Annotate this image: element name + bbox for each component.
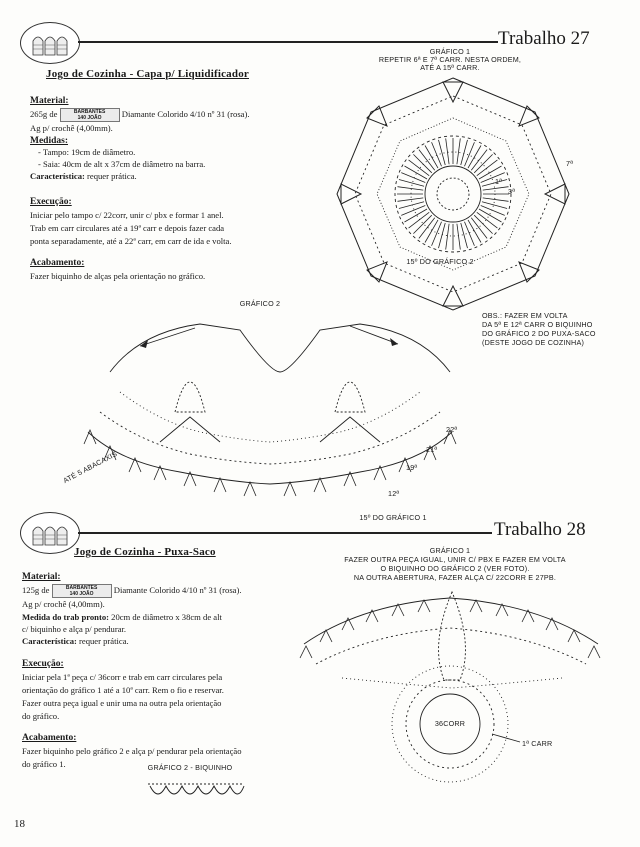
medidas-line-1: - Tampo: 19cm de diâmetro.: [38, 147, 136, 157]
material-heading: Material:: [30, 96, 69, 106]
stitch-mark: [397, 198, 423, 201]
fan-mark: [214, 478, 226, 492]
grafico1-note-2: ATÉ A 15ª CARR.: [420, 63, 480, 72]
acabamento-heading: Acabamento:: [30, 258, 85, 268]
grafico1-28-note-3: NA OUTRA ABERTURA, FAZER ALÇA C/ 22CORR E 27PB.: [353, 573, 557, 582]
acabamento-28-line-2: do gráfico 1.: [22, 759, 66, 769]
stitch-mark: [468, 146, 481, 169]
stitch-mark: [446, 138, 449, 164]
obs-line-4: (DESTE JOGO DE COZINHA): [482, 338, 585, 347]
stitch-mark: [457, 224, 460, 250]
grafico2-left-label: ATÉ 5 ABACAXIS: [61, 449, 119, 486]
stitch-mark: [419, 218, 435, 239]
material-line: [30, 108, 330, 122]
work-27-heading: Trabalho 27: [498, 28, 590, 49]
caracteristica-value: requer prática.: [87, 171, 137, 181]
grafico2-bottom-label: 15º DO GRÁFICO 1: [359, 513, 427, 522]
material-yarn-28: Diamante Colorido 4/10 nº 31 (rosa).: [113, 585, 242, 595]
execucao-line-3: ponta separadamente, até a 22ª carr, em carr de ida e volta.: [30, 236, 232, 246]
stitch-mark: [468, 220, 481, 243]
grafico1-row-7: 7ª: [566, 159, 574, 168]
stitch-mark: [477, 160, 498, 176]
material-line-28: [22, 584, 322, 598]
material-quantity: 265g de: [30, 109, 58, 119]
fan-mark: [588, 646, 600, 658]
grafico1-row-1: 1ª: [495, 177, 503, 186]
grafico2-border-fans: [84, 430, 456, 496]
obs-line-3: DO GRÁFICO 2 DO PUXA-SACO: [482, 329, 596, 338]
fan-mark: [244, 482, 256, 496]
page-number: 18: [14, 818, 25, 830]
material-quantity-28: 125g de: [22, 585, 50, 595]
stitch-mark: [397, 187, 423, 190]
grafico1-fans: [341, 82, 565, 306]
row-label-28: 1ª CARR: [522, 739, 553, 748]
yarn-balls-graphic: [21, 23, 79, 63]
grafico2-row-19: 19ª: [406, 463, 418, 472]
obs-line-2: DA 5ª E 12ª CARR O BIQUINHO: [482, 320, 593, 329]
acabamento-28-line-1: Fazer biquinho pelo gráfico 2 e alça p/ pendurar pela orientação: [22, 746, 242, 756]
execucao-heading-28: Execução:: [22, 659, 64, 669]
grafico2-label: GRÁFICO 2: [239, 299, 281, 308]
grafico2-row-22: 22ª: [446, 425, 458, 434]
brand-badge: BARBANTES 140 JOÃO: [60, 108, 120, 122]
execucao-28-line-3: Fazer outra peça igual e unir uma na outra pela orientação: [22, 698, 222, 708]
stitch-mark: [419, 150, 435, 171]
stitch-mark: [413, 154, 431, 172]
stitch-mark: [425, 146, 438, 169]
medida-label-28: Medida do trab pronto:: [22, 612, 109, 622]
work-28-heading: Trabalho 28: [494, 519, 586, 540]
brand-logo-icon-2: [20, 512, 80, 554]
grafico1-28-note-2: O BIQUINHO DO GRÁFICO 2 (VER FOTO).: [380, 564, 530, 573]
work-28-title: Jogo de Cozinha - Puxa-Saco: [74, 546, 216, 558]
grafico1-bottom-label: 15º DO GRÁFICO 2: [406, 257, 474, 266]
execucao-line-2: Trab em carr circulares até a 19ª carr e depois fazer cada: [30, 223, 225, 233]
fan-mark: [320, 630, 332, 642]
header-rule: [78, 41, 498, 43]
stitch-mark: [474, 154, 492, 172]
grafico1-row-3: 3ª: [508, 187, 516, 196]
stitch-mark: [471, 218, 487, 239]
stitch-mark: [413, 215, 431, 233]
stitch-mark: [479, 209, 502, 222]
fan-mark: [470, 600, 482, 612]
stitch-mark: [457, 138, 460, 164]
medidas-line-2: - Saia: 40cm de alt x 37cm de diâmetro na barra.: [38, 159, 206, 169]
obs-line-1: OBS.: FAZER EM VOLTA: [482, 311, 568, 320]
grafico1-octagon-chart: [333, 74, 573, 314]
biquinho-label: GRÁFICO 2 - BIQUINHO: [147, 763, 233, 772]
biquinho-chart: [146, 776, 246, 806]
fan-mark: [314, 478, 326, 492]
acabamento-line-1: Fazer biquinho de alças pela orientação no gráfico.: [30, 271, 206, 281]
grafico2-row-12: 12ª: [388, 489, 400, 498]
grafico1-28-note-1: FAZER OUTRA PEÇA IGUAL, UNIR C/ PBX E FAZER EM VOLTA: [344, 555, 566, 564]
medida-line-28b: c/ biquinho e alça p/ pendurar.: [22, 624, 127, 634]
grafico1-stitch-spokes: [397, 138, 509, 250]
stitch-mark: [405, 166, 428, 179]
stitch-mark: [446, 224, 449, 250]
puxa-saco-chart: [302, 584, 602, 804]
stitch-mark: [425, 220, 438, 243]
acabamento-heading-28: Acabamento:: [22, 733, 77, 743]
grafico2-skirt-chart: [80, 312, 460, 512]
material-needle: Ag p/ crochê (4,00mm).: [30, 123, 113, 133]
execucao-28-line-1: Iniciar pela 1ª peça c/ 36corr e trab em carr circulares pela: [22, 672, 223, 682]
caracteristica-value-28: requer prática.: [79, 636, 129, 646]
stitch-mark: [471, 150, 487, 171]
stitch-mark: [405, 209, 428, 222]
stitch-mark: [483, 187, 509, 190]
grafico1-28-label: GRÁFICO 1: [429, 546, 471, 555]
stitch-mark: [474, 215, 492, 233]
center-label: 36CORR: [434, 719, 466, 728]
fan-mark: [300, 646, 312, 658]
caracteristica-label-28: Característica:: [22, 636, 77, 646]
medidas-heading: Medidas:: [30, 136, 68, 146]
caracteristica-line: [30, 170, 137, 182]
fan-mark: [418, 600, 430, 612]
medida-value-28: 20cm de diâmetro x 38cm de alt: [111, 612, 222, 622]
grafico1-note-1: REPETIR 6ª E 7ª CARR. NESTA ORDEM,: [378, 55, 522, 64]
stitch-mark: [483, 198, 509, 201]
grafico1-label: GRÁFICO 1: [429, 47, 471, 56]
material-needle-28: Ag p/ crochê (4,00mm).: [22, 599, 105, 609]
execucao-28-line-2: orientação do gráfico 1 até a 10ª carr. Rem o fio e reservar.: [22, 685, 224, 695]
caracteristica-label: Característica:: [30, 171, 85, 181]
caracteristica-line-28: [22, 635, 129, 647]
medida-line-28: [22, 611, 222, 623]
execucao-line-1: Iniciar pelo tampo c/ 22corr, unir c/ pbx e formar 1 anel.: [30, 210, 224, 220]
grafico2-row-21: 21ª: [426, 445, 438, 454]
execucao-28-line-4: do gráfico.: [22, 711, 60, 721]
material-heading-28: Material:: [22, 572, 61, 582]
material-yarn: Diamante Colorido 4/10 nº 31 (rosa).: [121, 109, 250, 119]
execucao-heading: Execução:: [30, 197, 72, 207]
header-rule-2: [78, 532, 492, 534]
brand-logo-icon: [20, 22, 80, 64]
brand-badge-28: BARBANTES 140 JOÃO: [52, 584, 112, 598]
work-27-title: Jogo de Cozinha - Capa p/ Liquidificador: [46, 68, 249, 80]
puxa-saco-fans: [300, 600, 600, 658]
yarn-balls-graphic-2: [21, 513, 79, 553]
fan-mark: [284, 482, 296, 496]
stitch-mark: [409, 212, 430, 228]
